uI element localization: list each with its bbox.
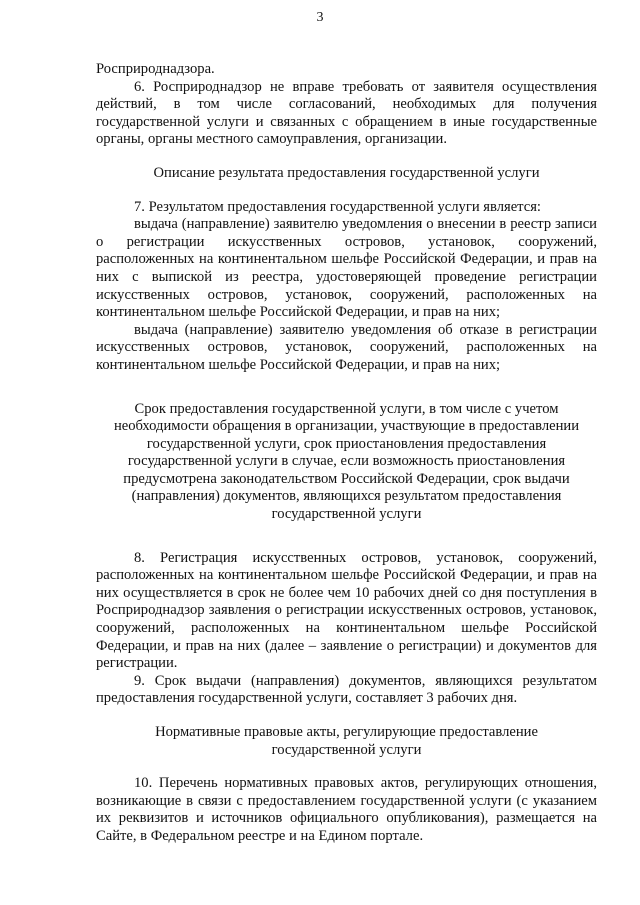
heading-regulatory-acts — [96, 724, 597, 759]
paragraph-10: 10. Перечень нормативных правовых актов, регулирующих отношения, возникающие в связи с предоставлением государственной услуги (с указанием их реквизитов и источников официального опубликования), размещается на Сайте, в Федеральном реестре и на Едином портале. — [96, 775, 597, 844]
paragraph-9: 9. Срок выдачи (направления) документов, являющихся результатом предоставления государственной услуги, составляет 3 рабочих дня. — [96, 672, 597, 707]
heading-line: государственной услуги, срок приостановления предоставления — [146, 435, 547, 452]
paragraph-7: 7. Результатом предоставления государственной услуги является: — [134, 198, 541, 215]
paragraph-6: 6. Росприроднадзор не вправе требовать от заявителя осуществления действий, в том числе согласований, необходимых для получения государственной услуги и связанных с обращением в иные государственные органы, органы местного самоуправления, организации. — [96, 78, 597, 148]
heading-line: предусмотрена законодательством Российской Федерации, срок выдачи — [123, 470, 570, 487]
heading-line: государственной услуги — [271, 741, 422, 758]
heading-line: (направления) документов, являющихся результатом предоставления — [131, 488, 562, 505]
paragraph-8: 8. Регистрация искусственных островов, установок, сооружений, расположенных на континентальном шельфе Российской Федерации, и прав на них осуществляется в срок не более чем 10 рабочих дней со дня поступления в Росприроднадзор заявления о регистрации искусственных островов, установок, сооружений, расположенных на континентальном шельфе Российской Федерации, и прав на них (далее – заявление о регистрации) и документов для регистрации. — [96, 549, 597, 672]
paragraph-7-item-2: выдача (направление) заявителю уведомления об отказе в регистрации искусственных островов, установок, сооружений, расположенных на континентальном шельфе Российской Федерации, и прав на них; — [96, 321, 597, 373]
document-body — [96, 0, 597, 846]
heading-line: Срок предоставления государственной услуги, в том числе с учетом — [134, 400, 559, 417]
heading-result-description: Описание результата предоставления государственной услуги — [153, 164, 540, 181]
paragraph-7-item-1: выдача (направление) заявителю уведомления о внесении в реестр записи о регистрации искусственных островов, установок, сооружений, расположенных на континентальном шельфе Российской Федерации, и прав на них с выпиской из реестра, удостоверяющей проведение регистрации искусственных островов, установок, сооружений, расположенных на континентальном шельфе Российской Федерации, и прав на них; — [96, 216, 597, 321]
page-number: 3 — [316, 10, 324, 25]
heading-line: Нормативные правовые акты, регулирующие предоставление — [155, 724, 538, 740]
heading-line: государственной услуги — [271, 506, 422, 523]
heading-service-term — [96, 401, 597, 524]
heading-line: необходимости обращения в организации, участвующие в предоставлении — [113, 418, 580, 435]
heading-line: государственной услуги в случае, если возможность приостановления — [127, 453, 566, 470]
paragraph-continuation: Росприроднадзора. — [96, 61, 215, 77]
